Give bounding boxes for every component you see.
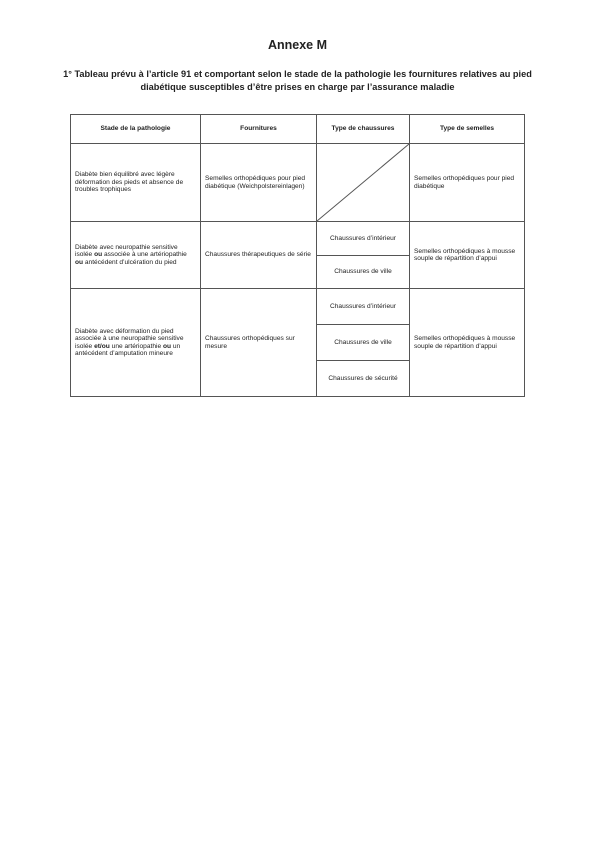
stade-cell: Diabète bien équilibré avec légère déformation des pieds et absence de troubles trophiques (71, 144, 201, 222)
header-fournitures: Fournitures (201, 115, 317, 144)
stade-emphasis: ou (75, 258, 84, 266)
stade-emphasis: et/ou (94, 342, 110, 350)
chaussures-cell: Chaussures d’intérieur (317, 289, 410, 325)
stade-text: un antécédent d’amputation mineure (75, 342, 181, 357)
stade-text: une artériopathie (109, 342, 163, 350)
stade-emphasis: ou (94, 251, 103, 259)
header-chaussures: Type de chaussures (317, 115, 410, 144)
table-row (71, 144, 525, 222)
stade-text: antécédent d’ulcération du pied (83, 258, 177, 266)
header-stade: Stade de la pathologie (71, 115, 201, 144)
chaussures-cell: Chaussures de sécurité (317, 361, 410, 397)
stade-text: Diabète avec neuropathie sensitive isolée (75, 243, 178, 259)
stade-cell (71, 289, 201, 397)
page-title: Annexe M (267, 38, 328, 52)
header-row (71, 115, 525, 144)
semelles-cell: Semelles orthopédiques pour pied diabétique (410, 144, 525, 222)
semelles-cell: Semelles orthopédiques à mousse souple de répartition d’appui (410, 289, 525, 397)
chaussures-cell: Chaussures d’intérieur (317, 222, 410, 256)
semelles-cell: Semelles orthopédiques à mousse souple de répartition d’appui (410, 222, 525, 289)
fournitures-cell: Semelles orthopédiques pour pied diabétique (Weichpolstereinlagen) (201, 144, 317, 222)
pathology-table (70, 114, 525, 397)
header-semelles: Type de semelles (410, 115, 525, 144)
chaussures-cell: Chaussures de ville (317, 256, 410, 289)
chaussures-empty-cell (317, 144, 410, 222)
fournitures-cell: Chaussures thérapeutiques de série (201, 222, 317, 289)
stade-cell (71, 222, 201, 289)
chaussures-cell: Chaussures de ville (317, 325, 410, 361)
table-row (71, 289, 525, 325)
stade-text: associée à une artériopathie (102, 251, 187, 259)
fournitures-cell: Chaussures orthopédiques sur mesure (201, 289, 317, 397)
diagonal-line (317, 144, 409, 221)
stade-emphasis: ou (162, 342, 172, 350)
stade-text: Diabète avec déformation du pied associée à une neuropathie sensitive isolée (75, 327, 184, 350)
table-caption: 1° Tableau prévu à l’article 91 et comportant selon le stade de la pathologie les fournitures relatives au pied diabétique susceptibles d’être prises en charge par l’assurance maladie (63, 69, 532, 92)
table-row (71, 222, 525, 256)
